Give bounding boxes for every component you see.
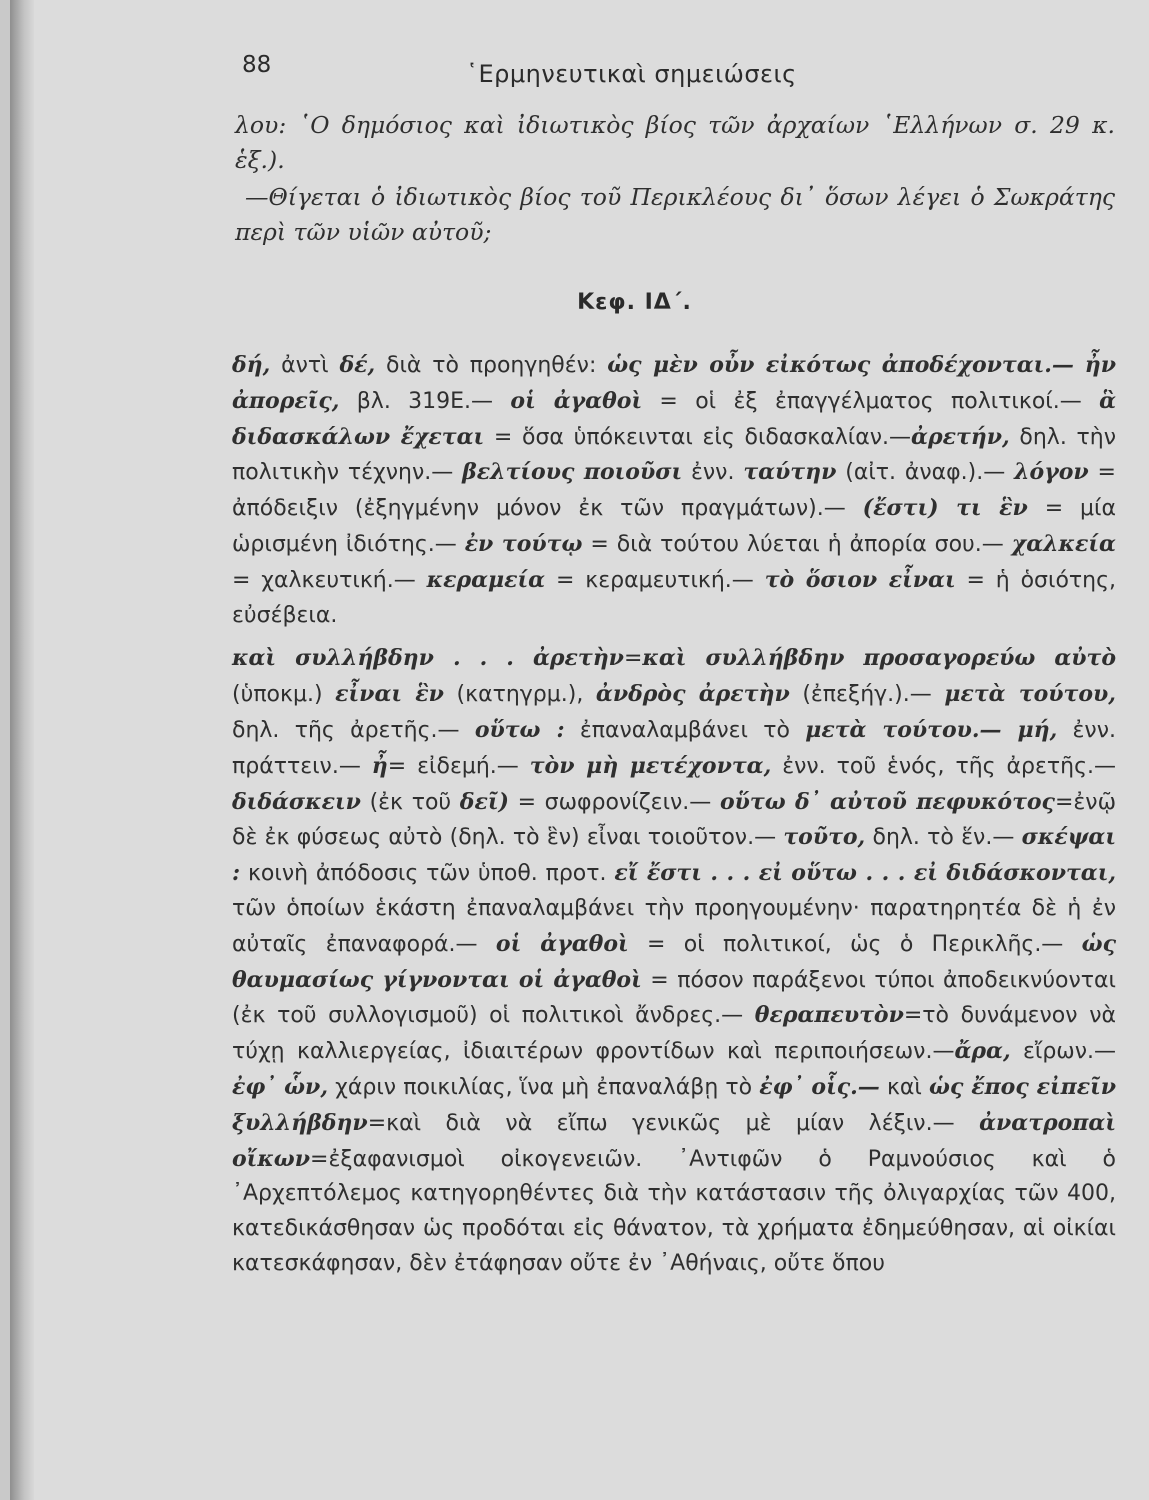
lemma-term: ὡς ἔπος εἰπεῖν ξυλλήβδην	[232, 1073, 1116, 1136]
chapter-title: Κεφ. ΙΔ΄.	[577, 290, 692, 315]
gloss-text: =	[623, 646, 643, 672]
lemma-term: οἱ ἀγαθοὶ	[510, 387, 643, 414]
gloss-text: = πόσον παράξενοι τύποι ἀποδεικνύονται (ἐκ τοῦ συλλογισμοῦ) οἱ πολιτικοὶ ἄνδρες.—	[232, 967, 1116, 1029]
gloss-text: =ἐνῷ δὲ ἐκ φύσεως αὐτὸ (δηλ. τὸ ἓν) εἶναι τοιοῦτον.—	[232, 789, 1116, 851]
gloss-text: = σωφρονίζειν.—	[508, 789, 720, 815]
gloss-text: = οἱ ἐξ ἐπαγγέλματος πολιτικοί.—	[642, 388, 1100, 414]
gloss-text: ἐνν. πράττειν.—	[232, 717, 1116, 779]
intro-paragraph-2: —Θίγεται ὁ ἰδιωτικὸς βίος τοῦ Περικλέους δι᾽ ὅσων λέγει ὁ Σωκράτης περὶ τῶν υἱῶν αὐτοῦ;	[235, 183, 1115, 246]
lemma-term: καὶ συλλήβδην προσαγορεύω αὐτὸ	[642, 645, 1116, 672]
lemma-term: ὡς μὲν οὖν εἰκότως ἀποδέχονται.—	[607, 352, 1074, 378]
gloss-text: (ἐπεξήγ.).—	[789, 682, 945, 708]
lemma-term: μετὰ τούτου.— μή,	[805, 716, 1058, 743]
gloss-text: = ἡ ὁσιότης, εὐσέβεια.	[232, 567, 1116, 628]
gloss-text: = οἱ πολιτικοί, ὡς ὁ Περικλῆς.—	[628, 931, 1082, 957]
lemma-term: ἀνατροπαὶ οἴκων	[232, 1109, 1116, 1172]
lemma-term: διδάσκειν	[232, 788, 361, 815]
lemma-term: καὶ συλλήβδην . . . ἀρετὴν	[232, 645, 624, 672]
gloss-text: βλ. 319Ε.—	[339, 388, 511, 414]
lemma-term: κεραμεία	[426, 566, 546, 593]
gloss-text: = κεραμευτική.—	[545, 567, 765, 593]
lemma-term: λόγον	[1014, 459, 1089, 486]
gloss-text: ἐπαναλαμβάνει τὸ	[564, 717, 806, 743]
book-page	[10, 0, 1149, 1500]
lemma-term: τοῦτο,	[783, 824, 866, 851]
lemma-term: βελτίους ποιοῦσι	[462, 459, 683, 486]
lemma-term: εἶναι ἓν	[335, 681, 444, 708]
gloss-text: (ἐκ τοῦ	[360, 789, 460, 815]
lemma-term: οὕτω :	[474, 716, 565, 743]
gloss-text: δηλ. τὴν πολιτικὴν τέχνην.—	[232, 424, 1116, 486]
lemma-term: δεῖ)	[459, 788, 509, 815]
gloss-text: = διὰ τούτου λύεται ἡ ἀπορία σου.—	[582, 531, 1012, 557]
gloss-text	[1074, 353, 1085, 378]
lemma-term: ταύτην	[743, 459, 837, 486]
lemma-term: ἐφ᾽ ὧν,	[232, 1073, 328, 1100]
gloss-text: = ἀπόδειξιν (ἐξηγμένην μόνον ἐκ τῶν πραγμάτων).—	[232, 460, 1116, 522]
running-title: ῾Ερμηνευτικαὶ σημειώσεις	[466, 60, 797, 88]
lemma-term: οἱ ἀγαθοὶ	[495, 930, 629, 957]
lemma-term: θεραπευτὸν	[754, 1002, 904, 1029]
gloss-text: = ὅσα ὑπόκεινται εἰς διδασκαλίαν.—	[484, 424, 912, 450]
gloss-text: (κατηγρμ.),	[443, 682, 596, 708]
gloss-text: διὰ τὸ προηγηθέν:	[375, 353, 608, 378]
lemma-term: τὸν μὴ μετέχοντα,	[529, 752, 772, 779]
commentary-paragraph-1	[232, 348, 1116, 633]
gloss-text: τῶν ὁποίων ἑκάστη ἐπαναλαμβάνει τὴν προηγουμένην· παρατηρητέα δὲ ἡ ἐν αὐταῖς ἐπαναφορά.—	[232, 895, 1116, 957]
page-number: 88	[242, 52, 272, 78]
lemma-term: δή,	[232, 352, 271, 378]
intro-paragraph-1: λου: ῾Ο δημόσιος καὶ ἰδιωτικὸς βίος τῶν ἀρχαίων ῾Ελλήνων σ. 29 κ. ἑξ.).	[235, 111, 1115, 174]
lemma-term: δέ,	[339, 352, 376, 378]
lemma-term: τὸ ὅσιον εἶναι	[764, 566, 956, 593]
gloss-text: ἀντὶ	[270, 353, 340, 378]
gloss-text: = εἰδεμή.—	[387, 753, 530, 779]
gloss-text: δηλ. τὸ ἕν.—	[865, 825, 1022, 851]
lemma-term: ἦ	[371, 752, 388, 779]
lemma-term: εἴ ἔστι . . . εἰ οὕτω . . . εἰ διδάσκονται,	[614, 860, 1117, 887]
gloss-text: =καὶ διὰ νὰ εἴπω γενικῶς μὲ μίαν λέξιν.—	[367, 1110, 980, 1136]
gloss-text: ἐνν. τοῦ ἑνός, τῆς ἀρετῆς.—	[771, 753, 1116, 779]
gloss-text: καὶ	[879, 1074, 930, 1100]
page-header	[242, 52, 862, 96]
lemma-term: χαλκεία	[1011, 530, 1116, 557]
gloss-text: =ἐξαφανισμοὶ οἰκογενειῶν. ᾽Αντιφῶν ὁ Ραμνούσιος καὶ ὁ ᾽Αρχεπτόλεμος κατηγορηθέντες διὰ τὴν κατάστασιν τῆς ὀλιγαρχίας τῶν 400, κατεδικάσθησαν ὡς προδόται εἰς θάνατον, τὰ χρήματα ἐδημεύθησαν, αἱ οἰκίαι κατεσκάφησαν, δὲν ἐτάφησαν οὔτε ἐν ᾽Αθήναις, οὔτε ὅπου	[232, 1146, 1116, 1276]
lemma-term: οὕτω δ᾽ αὐτοῦ πεφυκότος	[719, 788, 1055, 815]
lemma-term: ἐφ᾽ οἷς.—	[759, 1073, 880, 1100]
commentary-body	[232, 348, 1116, 1282]
lemma-term: ὡς θαυμασίως γίγνονται οἱ ἀγαθοὶ	[232, 930, 1117, 993]
gloss-text: = χαλκευτική.—	[232, 567, 427, 593]
lemma-term: ἀρετήν,	[911, 423, 1010, 450]
gloss-text: (ὑποκμ.)	[232, 682, 336, 708]
commentary-paragraph-2	[232, 641, 1116, 1281]
gloss-text: δηλ. τῆς ἀρετῆς.—	[232, 717, 475, 743]
gloss-text: εἴρων.—	[1010, 1039, 1117, 1065]
lemma-term: ἄρα,	[954, 1038, 1011, 1065]
gloss-text: χάριν ποικιλίας, ἵνα μὴ ἐπαναλάβῃ τὸ	[327, 1074, 760, 1100]
lemma-term: μετὰ τούτου,	[944, 681, 1116, 708]
lemma-term: σκέψαι :	[232, 824, 1116, 887]
lemma-term: ἦν ἀπορεῖς,	[232, 352, 1117, 414]
intro-text	[235, 108, 1115, 250]
gloss-text: (αἰτ. ἀναφ.).—	[836, 460, 1015, 486]
lemma-term: ἃ διδασκάλων ἔχεται	[232, 387, 1116, 450]
lemma-term: ἐν τούτῳ	[464, 530, 583, 557]
gloss-text: κοινὴ ἀπόδοσις τῶν ὑποθ. προτ.	[240, 861, 615, 887]
page-spine-shadow	[10, 0, 34, 1500]
chapter-heading	[10, 290, 1149, 315]
gloss-text: = μία ὡρισμένη ἰδιότης.—	[232, 496, 1116, 557]
lemma-term: (ἔστι) τι ἓν	[862, 495, 1028, 522]
gloss-text: =τὸ δυνάμενον νὰ τύχῃ καλλιεργείας, ἰδιαιτέρων φροντίδων καὶ περιποιήσεων.—	[232, 1003, 1116, 1065]
gloss-text: ἐνν.	[682, 460, 744, 486]
lemma-term: ἀνδρὸς ἀρετὴν	[595, 681, 790, 708]
